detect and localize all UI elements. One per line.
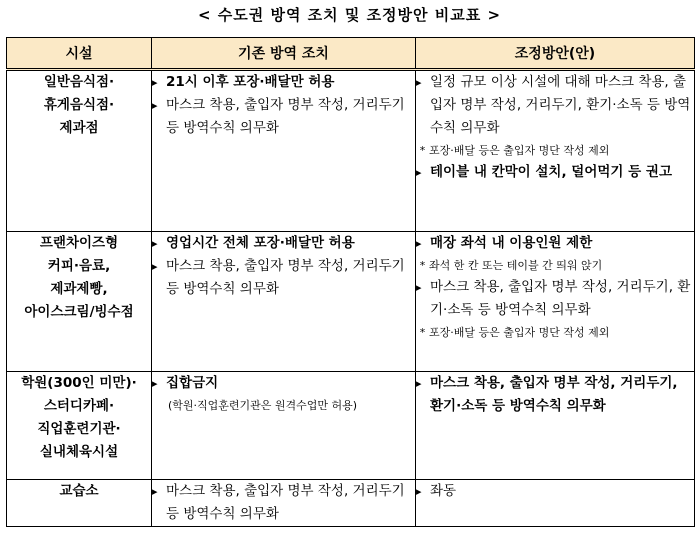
triangle-bullet-icon: ▸ (416, 485, 422, 498)
asterisk-icon: * (419, 144, 426, 157)
facility-name-line: 커피·음료, (47, 258, 111, 274)
bullet-text: 마스크 착용, 출입자 명부 작성, 거리두기 등 방역수칙 의무화 (166, 97, 405, 136)
bullet-text: 매장 좌석 내 이용인원 제한 (430, 235, 593, 251)
note-text: 포장·배달 등은 출입자 명단 작성 제외 (429, 144, 610, 157)
remark-text (152, 395, 415, 416)
triangle-bullet-icon: ▸ (152, 237, 158, 250)
triangle-bullet-icon: ▸ (152, 76, 158, 89)
bullet-item (416, 480, 694, 503)
note-text: (학원·직업훈련기관은 원격수업만 허용) (168, 399, 358, 412)
bullet-item (416, 71, 694, 140)
current-measures-cell (152, 480, 416, 527)
table-row (7, 372, 695, 480)
bullet-text: 마스크 착용, 출입자 명부 작성, 거리두기, 환기·소독 등 방역수칙 의무화 (430, 375, 678, 414)
facility-name-line: 직업훈련기관· (37, 421, 121, 437)
asterisk-icon: * (419, 259, 426, 272)
facility-cell (7, 480, 152, 527)
facility-name-line: 아이스크림/빙수점 (24, 304, 134, 320)
bullet-item (152, 232, 415, 255)
bullet-item (152, 255, 415, 301)
facility-name-line: 제과점 (59, 120, 99, 136)
bullet-text: 마스크 착용, 출입자 명부 작성, 거리두기 등 방역수칙 의무화 (166, 258, 405, 297)
header-current-measures: 기존 방역 조치 (152, 38, 416, 70)
facility-name-line: 학원(300인 미만)· (21, 375, 137, 391)
triangle-bullet-icon: ▸ (416, 281, 422, 294)
bullet-text: 테이블 내 칸막이 설치, 덜어먹기 등 권고 (430, 164, 672, 180)
note-text: 좌석 한 칸 또는 테이블 간 띄워 앉기 (429, 259, 603, 272)
current-measures-cell (152, 372, 416, 480)
bullet-item (152, 94, 415, 140)
bullet-item (152, 372, 415, 395)
facility-name-line: 실내체육시설 (39, 444, 119, 460)
current-measures-cell (152, 70, 416, 232)
bullet-text: 마스크 착용, 출입자 명부 작성, 거리두기, 환기·소독 등 방역수칙 의무화 (430, 279, 691, 318)
triangle-bullet-icon: ▸ (416, 377, 422, 390)
bullet-item (416, 161, 694, 184)
bullet-item (416, 276, 694, 322)
page-title: < 수도권 방역 조치 및 조정방안 비교표 > (197, 6, 502, 24)
triangle-bullet-icon: ▸ (152, 377, 158, 390)
facility-cell (7, 70, 152, 232)
triangle-bullet-icon: ▸ (152, 260, 158, 273)
facility-name-line: 일반음식점· (43, 74, 115, 90)
proposal-cell (416, 70, 695, 232)
proposal-cell (416, 232, 695, 372)
note-item (416, 255, 694, 276)
triangle-bullet-icon: ▸ (416, 237, 422, 250)
facility-cell (7, 232, 152, 372)
facility-name-line: 스터디카페· (43, 398, 115, 414)
facility-name-line: 제과제빵, (50, 281, 108, 297)
facility-name-line: 휴게음식점· (43, 97, 115, 113)
triangle-bullet-icon: ▸ (416, 76, 422, 89)
facility-cell (7, 372, 152, 480)
bullet-text: 21시 이후 포장·배달만 허용 (166, 74, 335, 90)
bullet-text: 좌동 (430, 483, 457, 499)
note-text: 포장·배달 등은 출입자 명단 작성 제외 (429, 326, 610, 339)
facility-name-line: 프랜차이즈형 (39, 235, 119, 251)
comparison-table (6, 37, 695, 527)
table-row (7, 232, 695, 372)
header-row (7, 38, 695, 70)
proposal-cell (416, 480, 695, 527)
note-item (416, 140, 694, 161)
bullet-item (152, 480, 415, 526)
table-row (7, 70, 695, 232)
asterisk-icon: * (419, 326, 426, 339)
header-proposal: 조정방안(안) (416, 38, 695, 70)
note-item (416, 322, 694, 343)
current-measures-cell (152, 232, 416, 372)
facility-name-line: 교습소 (59, 483, 99, 499)
triangle-bullet-icon: ▸ (152, 485, 158, 498)
triangle-bullet-icon: ▸ (152, 99, 158, 112)
bullet-text: 영업시간 전체 포장·배달만 허용 (166, 235, 355, 251)
bullet-text: 마스크 착용, 출입자 명부 작성, 거리두기 등 방역수칙 의무화 (166, 483, 405, 522)
table-row (7, 480, 695, 527)
triangle-bullet-icon: ▸ (416, 166, 422, 179)
header-facility: 시설 (7, 38, 152, 70)
proposal-cell (416, 372, 695, 480)
bullet-text: 집합금지 (166, 375, 219, 391)
bullet-item (416, 232, 694, 255)
bullet-item (152, 71, 415, 94)
bullet-item (416, 372, 694, 418)
bullet-text: 일정 규모 이상 시설에 대해 마스크 착용, 출입자 명부 작성, 거리두기, 환기·소독 등 방역수칙 의무화 (430, 74, 691, 136)
